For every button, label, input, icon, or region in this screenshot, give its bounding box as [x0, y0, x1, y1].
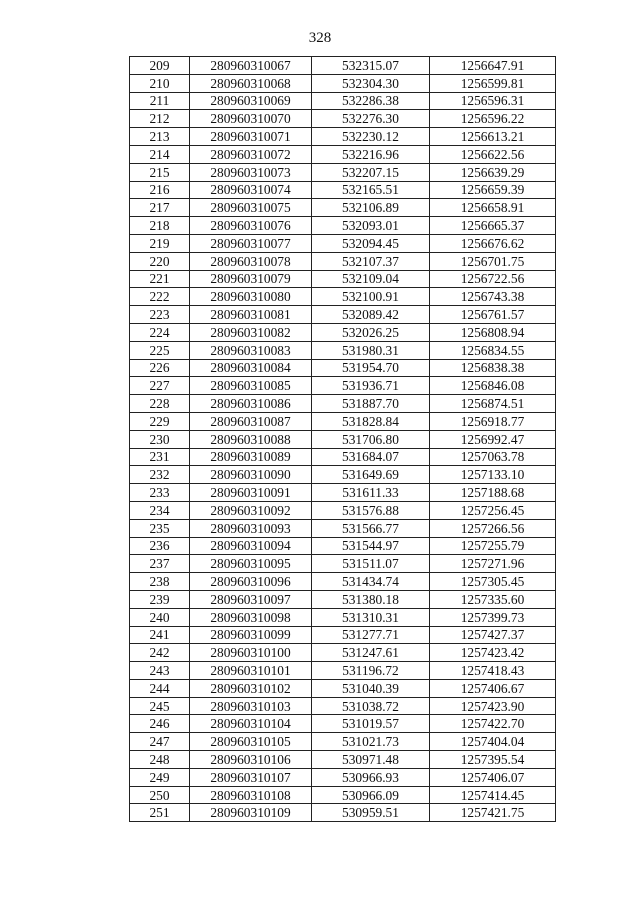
y-coordinate-cell: 1257414.45 [430, 786, 556, 804]
table-row [130, 288, 556, 306]
table-row [130, 323, 556, 341]
y-coordinate-cell: 1256639.29 [430, 163, 556, 181]
x-coordinate-cell: 530966.09 [312, 786, 430, 804]
table-row [130, 644, 556, 662]
row-number-cell: 217 [130, 199, 190, 217]
x-coordinate-cell: 530966.93 [312, 768, 430, 786]
x-coordinate-cell: 532315.07 [312, 57, 430, 75]
x-coordinate-cell: 532276.30 [312, 110, 430, 128]
table-row [130, 751, 556, 769]
row-number-cell: 247 [130, 733, 190, 751]
x-coordinate-cell: 531576.88 [312, 501, 430, 519]
x-coordinate-cell: 532216.96 [312, 145, 430, 163]
x-coordinate-cell: 530971.48 [312, 751, 430, 769]
table-row [130, 573, 556, 591]
table-row [130, 92, 556, 110]
x-coordinate-cell: 531566.77 [312, 519, 430, 537]
row-number-cell: 249 [130, 768, 190, 786]
row-number-cell: 241 [130, 626, 190, 644]
row-number-cell: 242 [130, 644, 190, 662]
x-coordinate-cell: 532109.04 [312, 270, 430, 288]
cadastral-number-cell: 280960310088 [190, 430, 312, 448]
x-coordinate-cell: 531954.70 [312, 359, 430, 377]
y-coordinate-cell: 1257335.60 [430, 590, 556, 608]
x-coordinate-cell: 532230.12 [312, 128, 430, 146]
page-number: 328 [308, 30, 332, 46]
row-number-cell: 230 [130, 430, 190, 448]
table-row [130, 768, 556, 786]
y-coordinate-cell: 1257255.79 [430, 537, 556, 555]
cadastral-number-cell: 280960310108 [190, 786, 312, 804]
row-number-cell: 248 [130, 751, 190, 769]
x-coordinate-cell: 532304.30 [312, 74, 430, 92]
cadastral-number-cell: 280960310106 [190, 751, 312, 769]
table-row [130, 306, 556, 324]
row-number-cell: 228 [130, 395, 190, 413]
y-coordinate-cell: 1256808.94 [430, 323, 556, 341]
x-coordinate-cell: 532286.38 [312, 92, 430, 110]
table-row [130, 519, 556, 537]
table-row [130, 395, 556, 413]
row-number-cell: 227 [130, 377, 190, 395]
row-number-cell: 237 [130, 555, 190, 573]
cadastral-number-cell: 280960310074 [190, 181, 312, 199]
row-number-cell: 231 [130, 448, 190, 466]
cadastral-number-cell: 280960310079 [190, 270, 312, 288]
cadastral-number-cell: 280960310072 [190, 145, 312, 163]
row-number-cell: 240 [130, 608, 190, 626]
y-coordinate-cell: 1257256.45 [430, 501, 556, 519]
x-coordinate-cell: 531021.73 [312, 733, 430, 751]
table-row [130, 733, 556, 751]
x-coordinate-cell: 532094.45 [312, 234, 430, 252]
row-number-cell: 236 [130, 537, 190, 555]
row-number-cell: 223 [130, 306, 190, 324]
table-row [130, 430, 556, 448]
cadastral-number-cell: 280960310094 [190, 537, 312, 555]
y-coordinate-cell: 1256838.38 [430, 359, 556, 377]
x-coordinate-cell: 531511.07 [312, 555, 430, 573]
x-coordinate-cell: 531038.72 [312, 697, 430, 715]
row-number-cell: 219 [130, 234, 190, 252]
row-number-cell: 212 [130, 110, 190, 128]
row-number-cell: 233 [130, 484, 190, 502]
row-number-cell: 210 [130, 74, 190, 92]
row-number-cell: 211 [130, 92, 190, 110]
y-coordinate-cell: 1257305.45 [430, 573, 556, 591]
x-coordinate-cell: 532165.51 [312, 181, 430, 199]
cadastral-number-cell: 280960310089 [190, 448, 312, 466]
y-coordinate-cell: 1257427.37 [430, 626, 556, 644]
cadastral-number-cell: 280960310080 [190, 288, 312, 306]
table-row [130, 537, 556, 555]
table-row [130, 341, 556, 359]
cadastral-number-cell: 280960310107 [190, 768, 312, 786]
cadastral-number-cell: 280960310105 [190, 733, 312, 751]
x-coordinate-cell: 531544.97 [312, 537, 430, 555]
x-coordinate-cell: 531247.61 [312, 644, 430, 662]
cadastral-number-cell: 280960310082 [190, 323, 312, 341]
x-coordinate-cell: 530959.51 [312, 804, 430, 822]
y-coordinate-cell: 1257406.67 [430, 679, 556, 697]
table-row [130, 234, 556, 252]
x-coordinate-cell: 531887.70 [312, 395, 430, 413]
x-coordinate-cell: 531196.72 [312, 662, 430, 680]
cadastral-number-cell: 280960310084 [190, 359, 312, 377]
x-coordinate-cell: 532106.89 [312, 199, 430, 217]
row-number-cell: 244 [130, 679, 190, 697]
table-row [130, 679, 556, 697]
table-row [130, 163, 556, 181]
y-coordinate-cell: 1256596.22 [430, 110, 556, 128]
table-row [130, 555, 556, 573]
table-row [130, 359, 556, 377]
table-row [130, 804, 556, 822]
x-coordinate-cell: 531040.39 [312, 679, 430, 697]
x-coordinate-cell: 531310.31 [312, 608, 430, 626]
x-coordinate-cell: 531936.71 [312, 377, 430, 395]
cadastral-number-cell: 280960310068 [190, 74, 312, 92]
table-row [130, 786, 556, 804]
table-row [130, 128, 556, 146]
cadastral-number-cell: 280960310081 [190, 306, 312, 324]
cadastral-number-cell: 280960310077 [190, 234, 312, 252]
table-row [130, 448, 556, 466]
cadastral-number-cell: 280960310086 [190, 395, 312, 413]
y-coordinate-cell: 1256596.31 [430, 92, 556, 110]
x-coordinate-cell: 531980.31 [312, 341, 430, 359]
cadastral-number-cell: 280960310078 [190, 252, 312, 270]
y-coordinate-cell: 1256834.55 [430, 341, 556, 359]
row-number-cell: 209 [130, 57, 190, 75]
y-coordinate-cell: 1256846.08 [430, 377, 556, 395]
table-row [130, 181, 556, 199]
y-coordinate-cell: 1257133.10 [430, 466, 556, 484]
row-number-cell: 218 [130, 217, 190, 235]
y-coordinate-cell: 1257406.07 [430, 768, 556, 786]
cadastral-number-cell: 280960310091 [190, 484, 312, 502]
y-coordinate-cell: 1256874.51 [430, 395, 556, 413]
x-coordinate-cell: 532107.37 [312, 252, 430, 270]
table-row [130, 377, 556, 395]
cadastral-number-cell: 280960310109 [190, 804, 312, 822]
row-number-cell: 222 [130, 288, 190, 306]
table-row [130, 74, 556, 92]
y-coordinate-cell: 1256599.81 [430, 74, 556, 92]
x-coordinate-cell: 532207.15 [312, 163, 430, 181]
table-row [130, 145, 556, 163]
cadastral-number-cell: 280960310073 [190, 163, 312, 181]
y-coordinate-cell: 1257421.75 [430, 804, 556, 822]
y-coordinate-cell: 1256676.62 [430, 234, 556, 252]
row-number-cell: 239 [130, 590, 190, 608]
x-coordinate-cell: 531828.84 [312, 412, 430, 430]
row-number-cell: 243 [130, 662, 190, 680]
x-coordinate-cell: 531277.71 [312, 626, 430, 644]
y-coordinate-cell: 1256761.57 [430, 306, 556, 324]
row-number-cell: 246 [130, 715, 190, 733]
y-coordinate-cell: 1257188.68 [430, 484, 556, 502]
cadastral-number-cell: 280960310103 [190, 697, 312, 715]
row-number-cell: 221 [130, 270, 190, 288]
row-number-cell: 225 [130, 341, 190, 359]
row-number-cell: 213 [130, 128, 190, 146]
y-coordinate-cell: 1256743.38 [430, 288, 556, 306]
cadastral-number-cell: 280960310095 [190, 555, 312, 573]
row-number-cell: 245 [130, 697, 190, 715]
table-row [130, 57, 556, 75]
y-coordinate-cell: 1256992.47 [430, 430, 556, 448]
cadastral-number-cell: 280960310097 [190, 590, 312, 608]
y-coordinate-cell: 1257418.43 [430, 662, 556, 680]
y-coordinate-cell: 1256659.39 [430, 181, 556, 199]
y-coordinate-cell: 1256647.91 [430, 57, 556, 75]
cadastral-number-cell: 280960310067 [190, 57, 312, 75]
row-number-cell: 215 [130, 163, 190, 181]
x-coordinate-cell: 532089.42 [312, 306, 430, 324]
cadastral-number-cell: 280960310099 [190, 626, 312, 644]
cadastral-number-cell: 280960310070 [190, 110, 312, 128]
y-coordinate-cell: 1257063.78 [430, 448, 556, 466]
y-coordinate-cell: 1257395.54 [430, 751, 556, 769]
y-coordinate-cell: 1257271.96 [430, 555, 556, 573]
x-coordinate-cell: 531380.18 [312, 590, 430, 608]
table-row [130, 626, 556, 644]
row-number-cell: 250 [130, 786, 190, 804]
cadastral-number-cell: 280960310075 [190, 199, 312, 217]
cadastral-number-cell: 280960310083 [190, 341, 312, 359]
coordinates-table [129, 56, 556, 822]
cadastral-number-cell: 280960310093 [190, 519, 312, 537]
y-coordinate-cell: 1256701.75 [430, 252, 556, 270]
y-coordinate-cell: 1257423.42 [430, 644, 556, 662]
row-number-cell: 216 [130, 181, 190, 199]
y-coordinate-cell: 1256918.77 [430, 412, 556, 430]
cadastral-number-cell: 280960310104 [190, 715, 312, 733]
row-number-cell: 214 [130, 145, 190, 163]
table-row [130, 270, 556, 288]
row-number-cell: 238 [130, 573, 190, 591]
y-coordinate-cell: 1257422.70 [430, 715, 556, 733]
y-coordinate-cell: 1256665.37 [430, 217, 556, 235]
x-coordinate-cell: 532026.25 [312, 323, 430, 341]
table-row [130, 110, 556, 128]
table-body [130, 57, 556, 822]
cadastral-number-cell: 280960310087 [190, 412, 312, 430]
x-coordinate-cell: 532093.01 [312, 217, 430, 235]
x-coordinate-cell: 531611.33 [312, 484, 430, 502]
row-number-cell: 229 [130, 412, 190, 430]
row-number-cell: 226 [130, 359, 190, 377]
y-coordinate-cell: 1256722.56 [430, 270, 556, 288]
table-row [130, 252, 556, 270]
y-coordinate-cell: 1256613.21 [430, 128, 556, 146]
x-coordinate-cell: 531019.57 [312, 715, 430, 733]
table-row [130, 501, 556, 519]
cadastral-number-cell: 280960310090 [190, 466, 312, 484]
x-coordinate-cell: 531649.69 [312, 466, 430, 484]
table-row [130, 662, 556, 680]
cadastral-number-cell: 280960310101 [190, 662, 312, 680]
table-row [130, 590, 556, 608]
row-number-cell: 232 [130, 466, 190, 484]
table-row [130, 466, 556, 484]
row-number-cell: 235 [130, 519, 190, 537]
cadastral-number-cell: 280960310071 [190, 128, 312, 146]
row-number-cell: 220 [130, 252, 190, 270]
row-number-cell: 234 [130, 501, 190, 519]
x-coordinate-cell: 531684.07 [312, 448, 430, 466]
x-coordinate-cell: 531434.74 [312, 573, 430, 591]
cadastral-number-cell: 280960310085 [190, 377, 312, 395]
x-coordinate-cell: 531706.80 [312, 430, 430, 448]
x-coordinate-cell: 532100.91 [312, 288, 430, 306]
table-row [130, 217, 556, 235]
cadastral-number-cell: 280960310098 [190, 608, 312, 626]
table-row [130, 715, 556, 733]
row-number-cell: 224 [130, 323, 190, 341]
table-row [130, 484, 556, 502]
table-row [130, 608, 556, 626]
table-row [130, 412, 556, 430]
y-coordinate-cell: 1256658.91 [430, 199, 556, 217]
table-row [130, 199, 556, 217]
y-coordinate-cell: 1257423.90 [430, 697, 556, 715]
cadastral-number-cell: 280960310102 [190, 679, 312, 697]
cadastral-number-cell: 280960310096 [190, 573, 312, 591]
row-number-cell: 251 [130, 804, 190, 822]
y-coordinate-cell: 1257266.56 [430, 519, 556, 537]
y-coordinate-cell: 1257404.04 [430, 733, 556, 751]
table-row [130, 697, 556, 715]
cadastral-number-cell: 280960310069 [190, 92, 312, 110]
cadastral-number-cell: 280960310092 [190, 501, 312, 519]
y-coordinate-cell: 1257399.73 [430, 608, 556, 626]
cadastral-number-cell: 280960310100 [190, 644, 312, 662]
y-coordinate-cell: 1256622.56 [430, 145, 556, 163]
cadastral-number-cell: 280960310076 [190, 217, 312, 235]
